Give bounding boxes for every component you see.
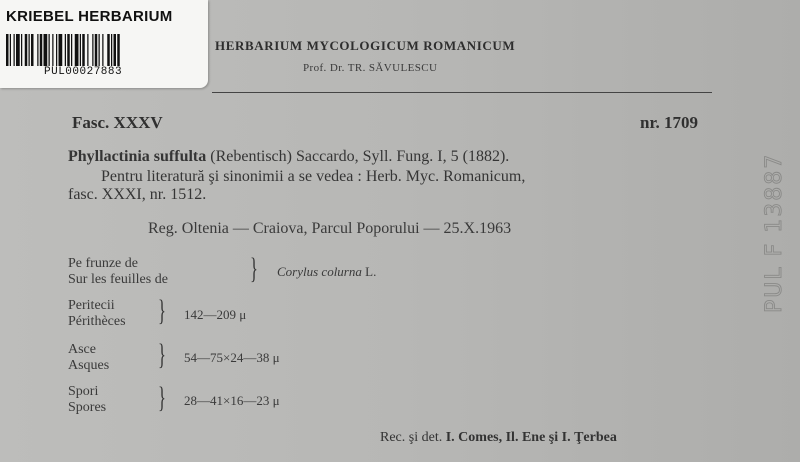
barcode-bar: [95, 34, 98, 66]
barcode-bar: [87, 34, 88, 66]
spores-brace: }: [158, 381, 166, 414]
barcode-bar: [59, 34, 63, 66]
host-label-ro: Pe frunze de: [68, 256, 138, 271]
host-label-fr: Sur les feuilles de: [68, 272, 168, 287]
barcode-bar: [40, 34, 43, 66]
species-authority: (Rebentisch) Saccardo, Syll. Fung. I, 5 (1882).: [210, 148, 510, 165]
herbarium-title: HERBARIUM MYCOLOGICUM ROMANICUM: [215, 38, 516, 53]
sticker-title: KRIEBEL HERBARIUM: [6, 8, 173, 25]
handwritten-annotation-text: PUL F 13887: [762, 152, 787, 313]
barcode-bar: [75, 34, 79, 66]
barcode-bar: [52, 34, 53, 66]
barcode-bar: [14, 34, 15, 66]
barcode-bar: [29, 34, 30, 66]
asci-label-ro: Asce: [68, 342, 96, 357]
barcode-bar: [71, 34, 72, 66]
handwritten-annotation: [755, 145, 795, 315]
sticker-code: PUL00027883: [44, 66, 123, 78]
species-name: Phyllactinia suffulta: [68, 148, 207, 165]
fascicle: Fasc. XXXV: [72, 113, 163, 132]
barcode-bar: [65, 34, 66, 66]
herbarium-subtitle: Prof. Dr. TR. SĂVULESCU: [303, 62, 438, 74]
barcode-bar: [10, 34, 11, 66]
literature-line-1: Pentru literatură şi sinonimii a se vedea : Herb. Myc. Romanicum,: [101, 168, 526, 185]
collectors-names: I. Comes, Il. Ene şi I. Ţerbea: [445, 430, 617, 445]
barcode-bar: [49, 34, 50, 66]
barcode-bar: [16, 34, 20, 66]
spores-label-ro: Spori: [68, 384, 99, 399]
species-line: [68, 148, 509, 166]
host-species: Corylus colurna: [277, 264, 362, 279]
barcode-bar: [80, 34, 81, 66]
asci-value: 54—75×24—38 μ: [184, 350, 280, 365]
perithecia-label-fr: Périthèces: [68, 314, 126, 329]
barcode-bar: [56, 34, 57, 66]
literature-line-2: fasc. XXXI, nr. 1512.: [68, 186, 207, 203]
barcode-bar: [21, 34, 22, 66]
barcode-bar: [37, 34, 38, 66]
barcode-bar: [102, 34, 103, 66]
barcode-bar: [117, 34, 120, 66]
barcode-bar: [114, 34, 117, 66]
barcode-bar: [99, 34, 100, 66]
barcode-bar: [6, 34, 9, 66]
barcode-bar: [92, 34, 93, 66]
spores-value: 28—41×16—23 μ: [184, 393, 280, 408]
specimen-number: nr. 1709: [640, 113, 698, 132]
barcode-bar: [25, 34, 28, 66]
host-value: [277, 264, 376, 280]
barcode-sticker: [0, 0, 208, 88]
host-brace: }: [250, 252, 258, 285]
barcode-bar: [44, 34, 48, 66]
locality: Reg. Oltenia — Craiova, Parcul Poporului — 25.X.1963: [148, 220, 512, 237]
barcode-bar: [82, 34, 85, 66]
spores-label-fr: Spores: [68, 400, 107, 415]
perithecia-brace: }: [158, 294, 166, 327]
barcode: [6, 34, 154, 66]
barcode-bar: [111, 34, 112, 66]
host-author: L.: [365, 264, 377, 279]
perithecia-value: 142—209 μ: [184, 307, 247, 322]
header-divider: [212, 92, 712, 93]
asci-brace: }: [158, 338, 166, 371]
barcode-bar: [67, 34, 70, 66]
perithecia-label-ro: Peritecii: [68, 298, 115, 313]
collectors-prefix: Rec. şi det.: [380, 430, 443, 445]
asci-label-fr: Asques: [68, 358, 110, 373]
barcode-bar: [31, 34, 34, 66]
barcode-bar: [107, 34, 110, 66]
collectors: [380, 430, 617, 446]
